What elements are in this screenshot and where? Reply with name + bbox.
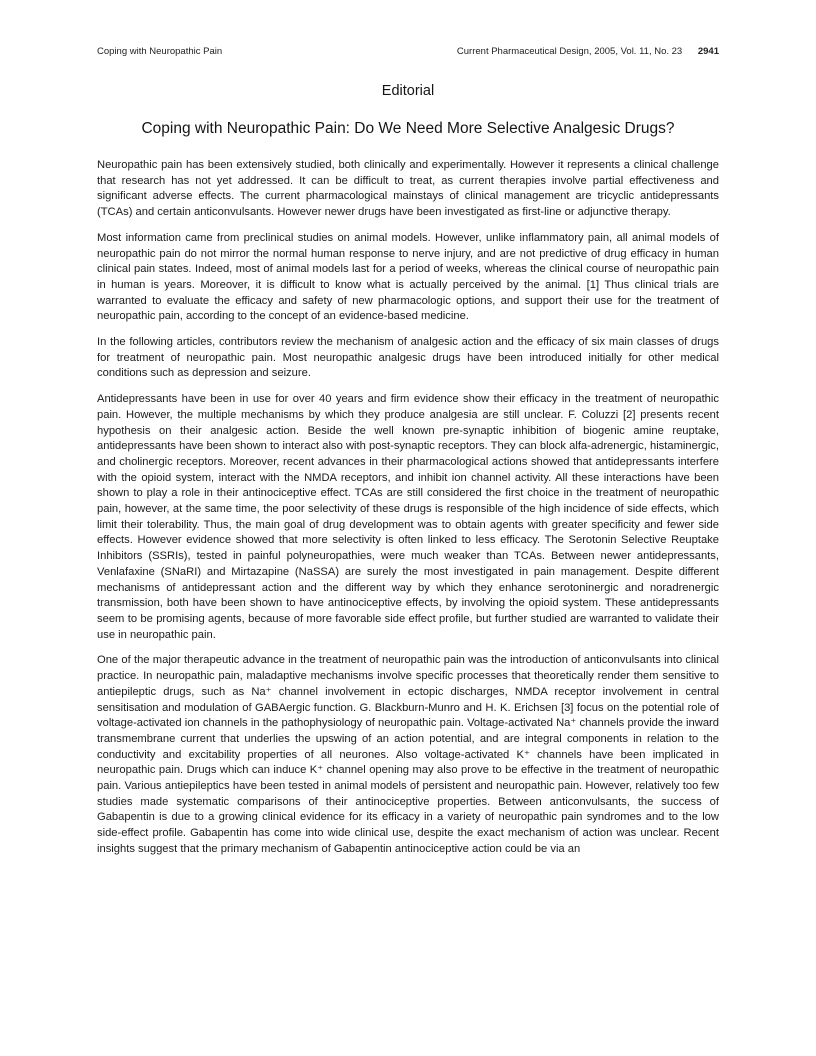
page-number: 2941 — [697, 46, 719, 57]
paragraph: In the following articles, contributors review the mechanism of analgesic action and the efficacy of six main classes of drugs for treatment of neuropathic pain. Most neuropathic analgesic drugs have been introduced initially for other medical conditions such as depression and seizure. — [97, 336, 719, 380]
section-label: Editorial — [381, 83, 435, 99]
paragraph: Most information came from preclinical studies on animal models. However, unlike inflammatory pain, all animal models of neuropathic pain do not mirror the normal human response to nerve injury, and are not predictive of drug efficacy in human clinical pain states. Indeed, most of animal models last for a period of weeks, whereas the clinical course of neuropathic pain in human is years. Moreover, it is difficult to know what is actually perceived by the animal. [1] Thus clinical trials are warranted to evaluate the efficacy and safety of new pharmacologic options, and support their use for the treatment of neuropathic pain, according to the concept of an evidence-based medicine. — [97, 231, 719, 323]
paragraph: Neuropathic pain has been extensively studied, both clinically and experimentally. However it represents a clinical challenge that research has not yet addressed. It can be difficult to treat, as current therapies involve partial effectiveness and significant adverse effects. The current pharmacological mainstays of clinical management are tricyclic antidepressants (TCAs) and certain anticonvulsants. However newer drugs have been investigated as first-line or adjunctive therapy. — [97, 159, 719, 219]
journal-citation: Current Pharmaceutical Design, 2005, Vol. 11, No. 23 — [456, 46, 683, 57]
article-body — [97, 158, 719, 858]
page-header — [97, 46, 719, 57]
journal-header — [457, 46, 719, 57]
running-title: Coping with Neuropathic Pain — [97, 46, 223, 57]
paragraph: Antidepressants have been in use for over 40 years and firm evidence show their efficacy in the treatment of neuropathic pain. However, the multiple mechanisms by which they produce analgesia are still unclear. F. Coluzzi [2] presents recent hypothesis on their analgesic action. Beside the well known pre-synaptic inhibition of biogenic amine reuptake, antidepressants have been shown to interact also with post-synaptic receptors. They can block alfa-adrenergic, histaminergic, and cholinergic receptors. Moreover, recent advances in their pharmacological actions showed that antidepressants interfere with the opioid system, interact with the NMDA receptors, and inhibit ion channel activity. All these interactions have been shown to play a role in their antinociceptive effect. TCAs are still considered the first choice in the treatment of neuropathic pain, however, at the same time, the poor selectivity of these drugs is responsible of the high incidence of side effects, which limit their tolerability. Thus, the main goal of drug development was to obtain agents with greater specificity and fewer side effects. However evidence showed that more selectivity is often linked to less efficacy. The Serotonin Selective Reuptake Inhibitors (SSRIs), tested in painful polyneuropathies, were much weaker than TCAs. Between newer antidepressants, Venlafaxine (SNaRI) and Mirtazapine (NaSSA) are surely the most investigated in pain management. Despite different mechanisms of antidepressant action and the different way by which they enhance serotoninergic and noradrenergic transmission, both have been shown to have antinociceptive effects, by involving the opioid system. These antidepressants seem to be promising agents, because of more favorable side effect profile, but further studied are warranted to validate their use in neuropathic pain. — [97, 393, 719, 641]
article-title: Coping with Neuropathic Pain: Do We Need More Selective Analgesic Drugs? — [141, 120, 675, 137]
paragraph: One of the major therapeutic advance in the treatment of neuropathic pain was the introduction of anticonvulsants into clinical practice. In neuropathic pain, maladaptive mechanisms involve specific processes that theoretically render them sensitive to antiepileptic drugs, such as Na⁺ channel involvement in ectopic discharges, NMDA receptor involvement in central sensitisation and modulation of GABAergic function. G. Blackburn-Munro and H. K. Erichsen [3] focus on the potential role of voltage-activated ion channels in the pathophysiology of neuropathic pain. Voltage-activated Na⁺ channels provide the inward transmembrane current that underlies the upswing of an action potential, and are integral components in relation to the conductivity and excitability properties of all neurones. Also voltage-activated K⁺ channels have been implicated in neuropathic pain. Drugs which can induce K⁺ channel opening may also prove to be effective in the treatment of neuropathic pain. Various antiepileptics have been tested in animal models of persistent and neuropathic pain. However, relatively too few studies made systematic comparisons of their antinociceptive properties. Between anticonvulsants, the success of Gabapentin is due to a growing clinical evidence for its efficacy in a variety of neuropathic pain syndromes and to the low side-effect profile. Gabapentin has come into wide clinical use, despite the exact mechanism of action was unclear. Recent insights suggest that the primary mechanism of Gabapentin antinociceptive action could be via an — [97, 654, 719, 855]
